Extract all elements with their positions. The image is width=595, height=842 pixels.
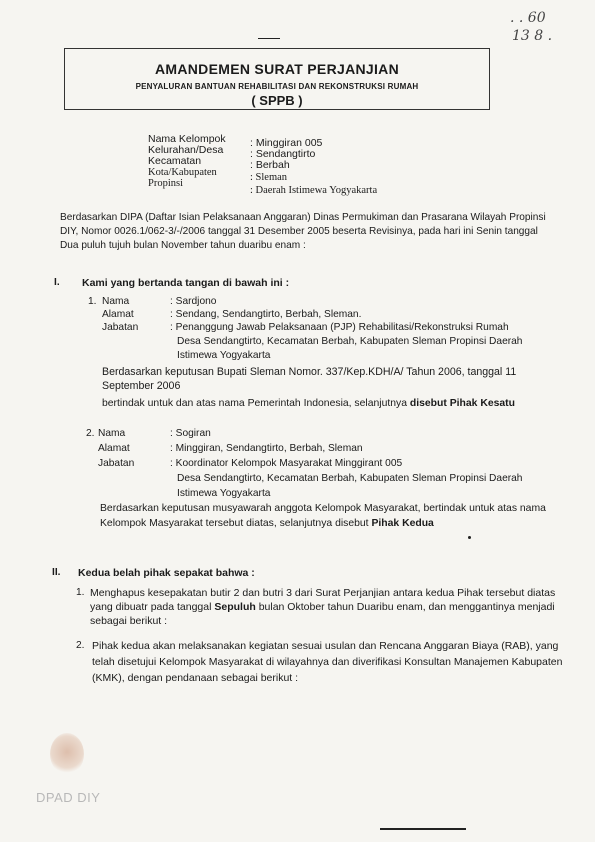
party-2-position-label: Jabatan: [98, 458, 135, 469]
faded-seal-stamp: [50, 733, 84, 775]
document-subtitle: PENYALURAN BANTUAN REHABILITASI DAN REKONSTRUKSI RUMAH: [135, 82, 419, 91]
top-dash: [258, 38, 280, 39]
intro-line-3: Dua puluh tujuh bulan November tahun duaribu enam :: [60, 240, 306, 251]
item-2-number: 2.: [76, 640, 85, 651]
info-value-regency: : Sleman: [250, 172, 288, 183]
item-1-date-word: Sepuluh: [214, 601, 256, 613]
party-2-position-line-2: Desa Sendangtirto, Kecamatan Berbah, Kabupaten Sleman Propinsi Daerah: [177, 473, 523, 484]
item-2-line-1: Pihak kedua akan melaksanakan kegiatan sesuai usulan dan Rencana Anggaran Biaya (RAB), yang: [92, 640, 559, 652]
party-2-address-label: Alamat: [98, 443, 130, 454]
party-2-basis-line-1: Berdasarkan keputusan musyawarah anggota Kelompok Masyarakat, bertindak untuk atas nama: [100, 503, 546, 514]
party-2-position-value: : Koordinator Kelompok Masyarakat Minggirant 005: [170, 458, 403, 469]
info-value-province: : Daerah Istimewa Yogyakarta: [250, 185, 378, 196]
info-label-district: Kecamatan: [148, 155, 202, 167]
handwritten-note-second: 13 8 .: [512, 28, 553, 44]
party-1-name-value: : Sardjono: [170, 296, 217, 307]
party-2-position-line-3: Istimewa Yogyakarta: [177, 488, 271, 499]
archive-watermark: DPAD DIY: [36, 790, 101, 805]
party-1-role: disebut Pihak Kesatu: [409, 398, 515, 409]
item-1-line-2-b: bulan Oktober tahun Duaribu enam, dan menggantinya menjadi: [255, 601, 555, 613]
intro-line-2: DIY, Nomor 0026.1/062-3/-/2006 tanggal 31 Desember 2005 beserta Revisinya, pada hari ini Senin tanggal: [60, 226, 538, 237]
item-1-number: 1.: [76, 587, 85, 598]
info-label-group: Nama Kelompok: [148, 133, 226, 145]
party-2-address-value: : Minggiran, Sendangtirto, Berbah, Sleman: [170, 443, 363, 454]
item-1-line-2-a: yang dibuatr pada tanggal: [90, 601, 215, 613]
info-label-province: Propinsi: [148, 178, 184, 189]
party-2-name-value: : Sogiran: [170, 428, 211, 439]
party-1-position-value: : Penanggung Jawab Pelaksanaan (PJP) Rehabilitasi/Rekonstruksi Rumah: [170, 322, 509, 333]
party-1-position-line-2: Desa Sendangtirto, Kecamatan Berbah, Kabupaten Sleman Propinsi Daerah: [177, 336, 523, 347]
section-2-heading: Kedua belah pihak sepakat bahwa :: [78, 567, 255, 579]
party-2-basis-text: Kelompok Masyarakat tersebut diatas, selanjutnya disebut: [100, 518, 372, 529]
party-1-address-label: Alamat: [102, 309, 134, 320]
party-1-basis-line-2: September 2006: [102, 380, 181, 392]
section-1-heading: Kami yang bertanda tangan di bawah ini :: [82, 277, 290, 289]
party-2-name-label: Nama: [98, 428, 126, 439]
party-2-number: 2.: [86, 428, 95, 439]
item-1-line-3: sebagai berikut :: [90, 615, 168, 627]
document-code: ( SPPB ): [251, 93, 303, 108]
party-1-position-label: Jabatan: [102, 322, 139, 333]
party-1-position-line-3: Istimewa Yogyakarta: [177, 350, 271, 361]
info-value-village: : Sendangtirto: [250, 148, 316, 160]
item-2-line-3: (KMK), dengan pendanaan sebagai berikut :: [92, 672, 299, 684]
info-value-group: : Minggiran 005: [250, 137, 323, 149]
party-2-role: Pihak Kedua: [371, 518, 434, 529]
item-1-line-1: Menghapus kesepakatan butir 2 dan butri 3 dari Surat Perjanjian antara kedua Pihak tersebut diatas: [90, 587, 556, 599]
party-2-basis-line-2: [100, 518, 434, 529]
ink-dot: [468, 536, 471, 539]
party-1-acting-text: bertindak untuk dan atas nama Pemerintah Indonesia, selanjutnya: [102, 398, 410, 409]
section-1-number: I.: [54, 277, 60, 288]
title-box: [64, 48, 490, 110]
document-title: AMANDEMEN SURAT PERJANJIAN: [154, 61, 399, 77]
party-1-acting-line: [102, 398, 515, 409]
info-label-village: Kelurahan/Desa: [148, 144, 224, 156]
item-1-line-2: [90, 601, 555, 613]
party-1-address-value: : Sendang, Sendangtirto, Berbah, Sleman.: [170, 309, 362, 320]
handwritten-note-top: . . 60: [510, 10, 546, 26]
bottom-rule: [380, 828, 466, 830]
item-2-line-2: telah disetujui Kelompok Masyarakat di wilayahnya dan diverifikasi Konsultan Manajemen Kabupaten: [92, 656, 563, 668]
section-2-number: II.: [52, 567, 61, 578]
info-value-district: : Berbah: [250, 159, 290, 171]
info-label-regency: Kota/Kabupaten: [148, 167, 217, 178]
intro-line-1: Berdasarkan DIPA (Daftar Isian Pelaksanaan Anggaran) Dinas Permukiman dan Prasarana Wilayah Propinsi: [60, 212, 546, 223]
party-1-basis-line-1: Berdasarkan keputusan Bupati Sleman Nomor. 337/Kep.KDH/A/ Tahun 2006, tanggal 11: [102, 366, 517, 378]
party-1-name-label: Nama: [102, 296, 130, 307]
party-1-number: 1.: [88, 296, 97, 307]
